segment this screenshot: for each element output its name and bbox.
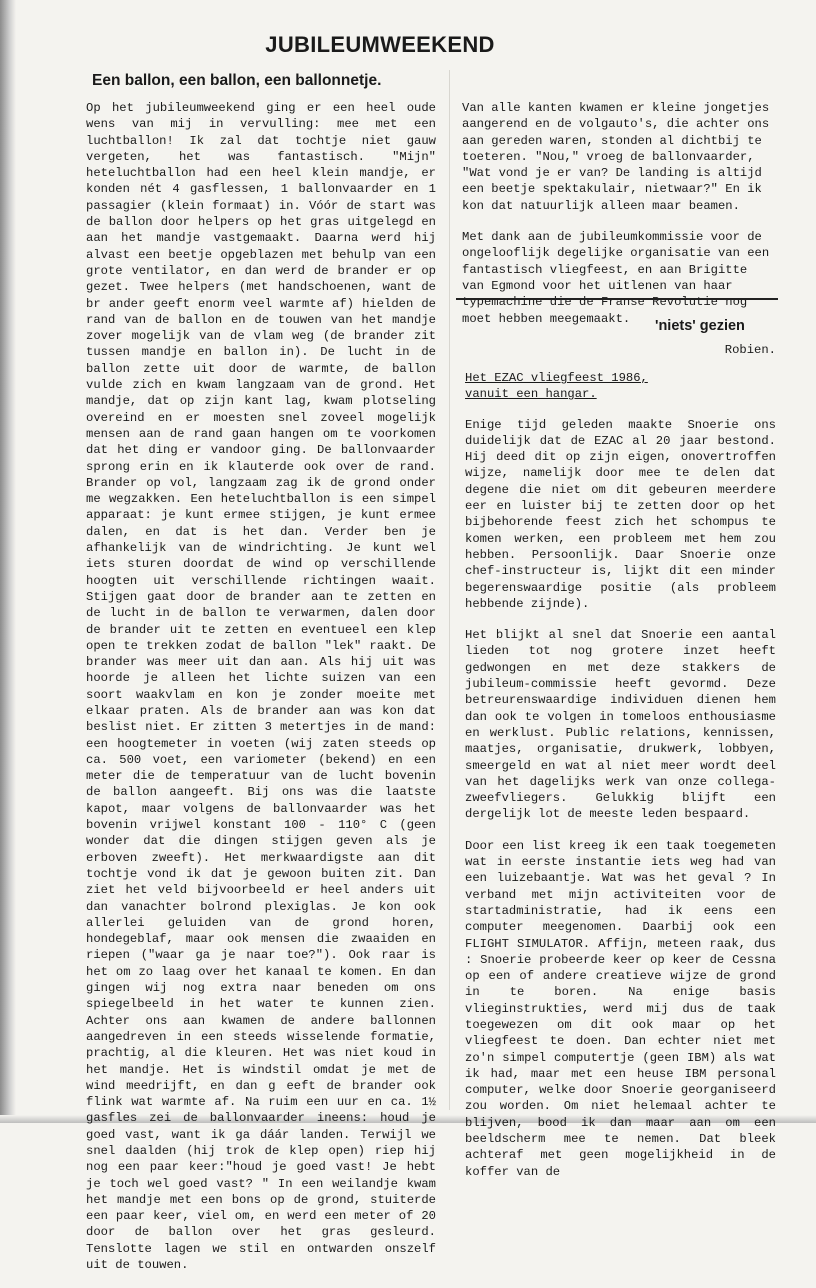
ballon-article-text: Op het jubileumweekend ging er een heel oude wens van mij in vervulling: mee met een luchtballon! Ik zal dat tochtje niet gauw vergeten, het was fantastisch. "Mijn" heteluchtballon had een heel klein mandje, er konden nét 4 gasflessen, 1 ballonvaarder en 1 passagier (klein formaat) in. Vóór de start was de ballon door helpers op het gras uitgelegd en aan het mandje vastgemaakt. Daarna werd hij alvast een beetje opgeblazen met behulp van een grote ventilator, en dan werd de brander er op gezet. Twee helpers (met handschoenen, want de br ander geeft enorm veel warmte af) hielden de rand van de ballon en de touwen van het mandje zover mogelijk van de vlam weg (de brander zit tussen mandje en ballon in). De lucht in de ballon zette uit door de warmte, de ballon vulde zich en kwam langzaam van de grond. Het mandje, dat op zijn kant lag, kwam plotseling overeind en er moesten snel zoveel mogelijk mensen aan de rand gaan hangen om te voorkomen dat het ding er vandoor ging. De ballonvaarder sprong erin en ik klauterde ook over de rand. Brander op vol, langzaam zag ik de grond onder me wegzakken. Een heteluchtballon is een simpel apparaat: je kunt ermee stijgen, je kunt ermee dalen, en dat is het dan. Verder ben je afhankelijk van de windrichting. Je kunt wel iets sturen doordat de wind op verschillende hoogten uit verschillende richtingen waait. Stijgen gaat door de brander aan te zetten en de lucht in de ballon te verwarmen, dalen door de brander uit te zetten en eventueel een klep open te trekken zodat de ballon "lek" raakt. De brander was meer uit dan aan. Als hij uit was hoorde je alleen het lichte suizen van een soort waakvlam en kon je zonder moeite met elkaar praten. Als de brander aan was kon dat beslist niet. Er zitten 3 metertjes in de mand: een hoogtemeter in voeten (wij zaten steeds op ca. 500 voet, een variometer (bekend) en een meter die de temperatuur van de lucht bovenin de ballon aangeeft. Bij ons was die laatste kapot, maar volgens de ballonvaarder was het bovenin vrijwel konstant 100 - 110° C (geen wonder dat die dingen stijgen geven als je erboven zweeft). Het merkwaardigste aan dit tochtje vond ik dat je gewoon buiten zit. Dan ziet het veld bijvoorbeeld er heel anders uit dan vanachter bolrond plexiglas. Je kon ook allerlei geluiden van de grond horen, hondegeblaf, maar ook mensen die zwaaiden en riepen ("waar ga je naar toe?"). Ook raar is het om zo laag over het kanaal te komen. En dan gingen wij nog extra naar beneden om ons spiegelbeeld in het water te kunnen zien. Achter ons aan kwamen de andere ballonnen aangedreven in een steeds wisselende formatie, prachtig, al die kleuren. Het was niet koud in het mandje. Het is windstil omdat je met de wind meedrijft, en dan g eeft de brander ook flink wat warmte af. Na ruim een uur en ca. 1½ gasfles zei de ballonvaarder ineens: houd je goed vast, want ik ga dáár landen. Terwijl we snel daalden (hij trok de klep open) riep hij nog een paar keer:"houd je goed vast! Je hebt je toch wel goed vast? " In een weilandje kwam het mandje met een bons op de grond, stuiterde een paar keer, viel om, en werd een meter of 20 door de ballon over het gras gesleurd. Tenslotte lagen we stil en ontwarden onszelf uit de touwen. bbox=[86, 101, 436, 1273]
vliegfeest-paragraph-1: Enige tijd geleden maakte Snoerie ons duidelijk dat de EZAC al 20 jaar bestond. Hij deed dit op zijn eigen, onovertroffen wijze, namelijk door mee te delen dat degene die niet om dit gebeuren meerdere eer en luister bij te zetten door op het bijbehorende feest zich het schompus te komen werken, een probleem met hem zou hebben. Persoonlijk. Daar Snoerie onze chef-instructeur is, lijkt dit een minder begerenswaardige positie (als probleem hebbende zijnde). bbox=[465, 417, 776, 611]
article-heading-ballon: Een ballon, een ballon, een ballonnetje. bbox=[92, 72, 382, 89]
ballon-article-thanks: Met dank aan de jubileumkommissie voor de ongelooflijk degelijke organisatie van een fantastisch vliegfeest, en aan Brigitte van Egmond voor het uitlenen van haar typemachine die de Franse Revolutie nog moet hebben meegemaakt. bbox=[462, 230, 770, 326]
author-signature: Robien. bbox=[724, 342, 776, 357]
article-subtitle bbox=[465, 370, 776, 403]
vliegfeest-paragraph-2: Het blijkt al snel dat Snoerie een aantal lieden tot nog grotere inzet heeft gedwongen en met deze stakkers de jubileum-commissie heeft gevormd. Deze betreurenswaardige individuen dienen hem dan ook te volgen in tomeloos enthousiasme en werklust. Public relations, kennissen, maatjes, organisatie, drukwerk, lobbyen, smeergeld en wat al niet meer wordt deel van het dagelijks werk van onze collega-zweefvliegers. Gelukkig blijft een dergelijk lot de meeste leden bespaard. bbox=[465, 628, 776, 822]
column-divider bbox=[449, 70, 450, 1110]
left-column bbox=[86, 100, 436, 1288]
vliegfeest-paragraph-3: Door een list kreeg ik een taak toegemeten wat in eerste instantie iets weg had van een luizebaantje. Wat was het geval ? In verband met mijn activiteiten voor de startadministratie, had ik eens een computer meegenomen. Daarbij ook een FLIGHT SIMULATOR. Affijn, meteen raak, dus : Snoerie probeerde keer op keer de Cessna op een of andere creatieve wijze de grond in te boren. Na enige basis vlieginstrukties, werd mij dus de taak toegewezen om dit ook maar op het vliegfeest te doen. Dan echter niet met zo'n simpel computertje (geen IBM) als wat ik had, maar met een heuse IBM personal computer, welke door Snoerie georganiseerd zou worden. Om niet helemaal achter te blijven, bood ik dan maar aan om een beeldscherm mee te nemen. Dat bleek achteraf met geen mogelijkheid in de koffer van de bbox=[465, 838, 776, 1179]
article-subtitle-line-2: vanuit een hangar. bbox=[465, 387, 597, 402]
page-title: JUBILEUMWEEKEND bbox=[265, 32, 495, 57]
ballon-article-continuation: Van alle kanten kwamen er kleine jongetjes aangerend en de volgauto's, die achter ons aan gereden waren, stonden al dichtbij te toeteren. "Nou," vroeg de ballonvaarder, "Wat vond je er van? De landing is altijd een beetje spektakulair, nietwaar?" En ik kon dat natuurlijk alleen maar beamen. bbox=[462, 101, 770, 213]
article-heading-niets: 'niets' gezien bbox=[655, 318, 745, 334]
article-subtitle-line-1: Het EZAC vliegfeest 1986, bbox=[465, 371, 648, 385]
right-column-bottom bbox=[465, 370, 776, 1195]
section-rule bbox=[456, 298, 778, 300]
binding-shadow bbox=[0, 0, 16, 1123]
